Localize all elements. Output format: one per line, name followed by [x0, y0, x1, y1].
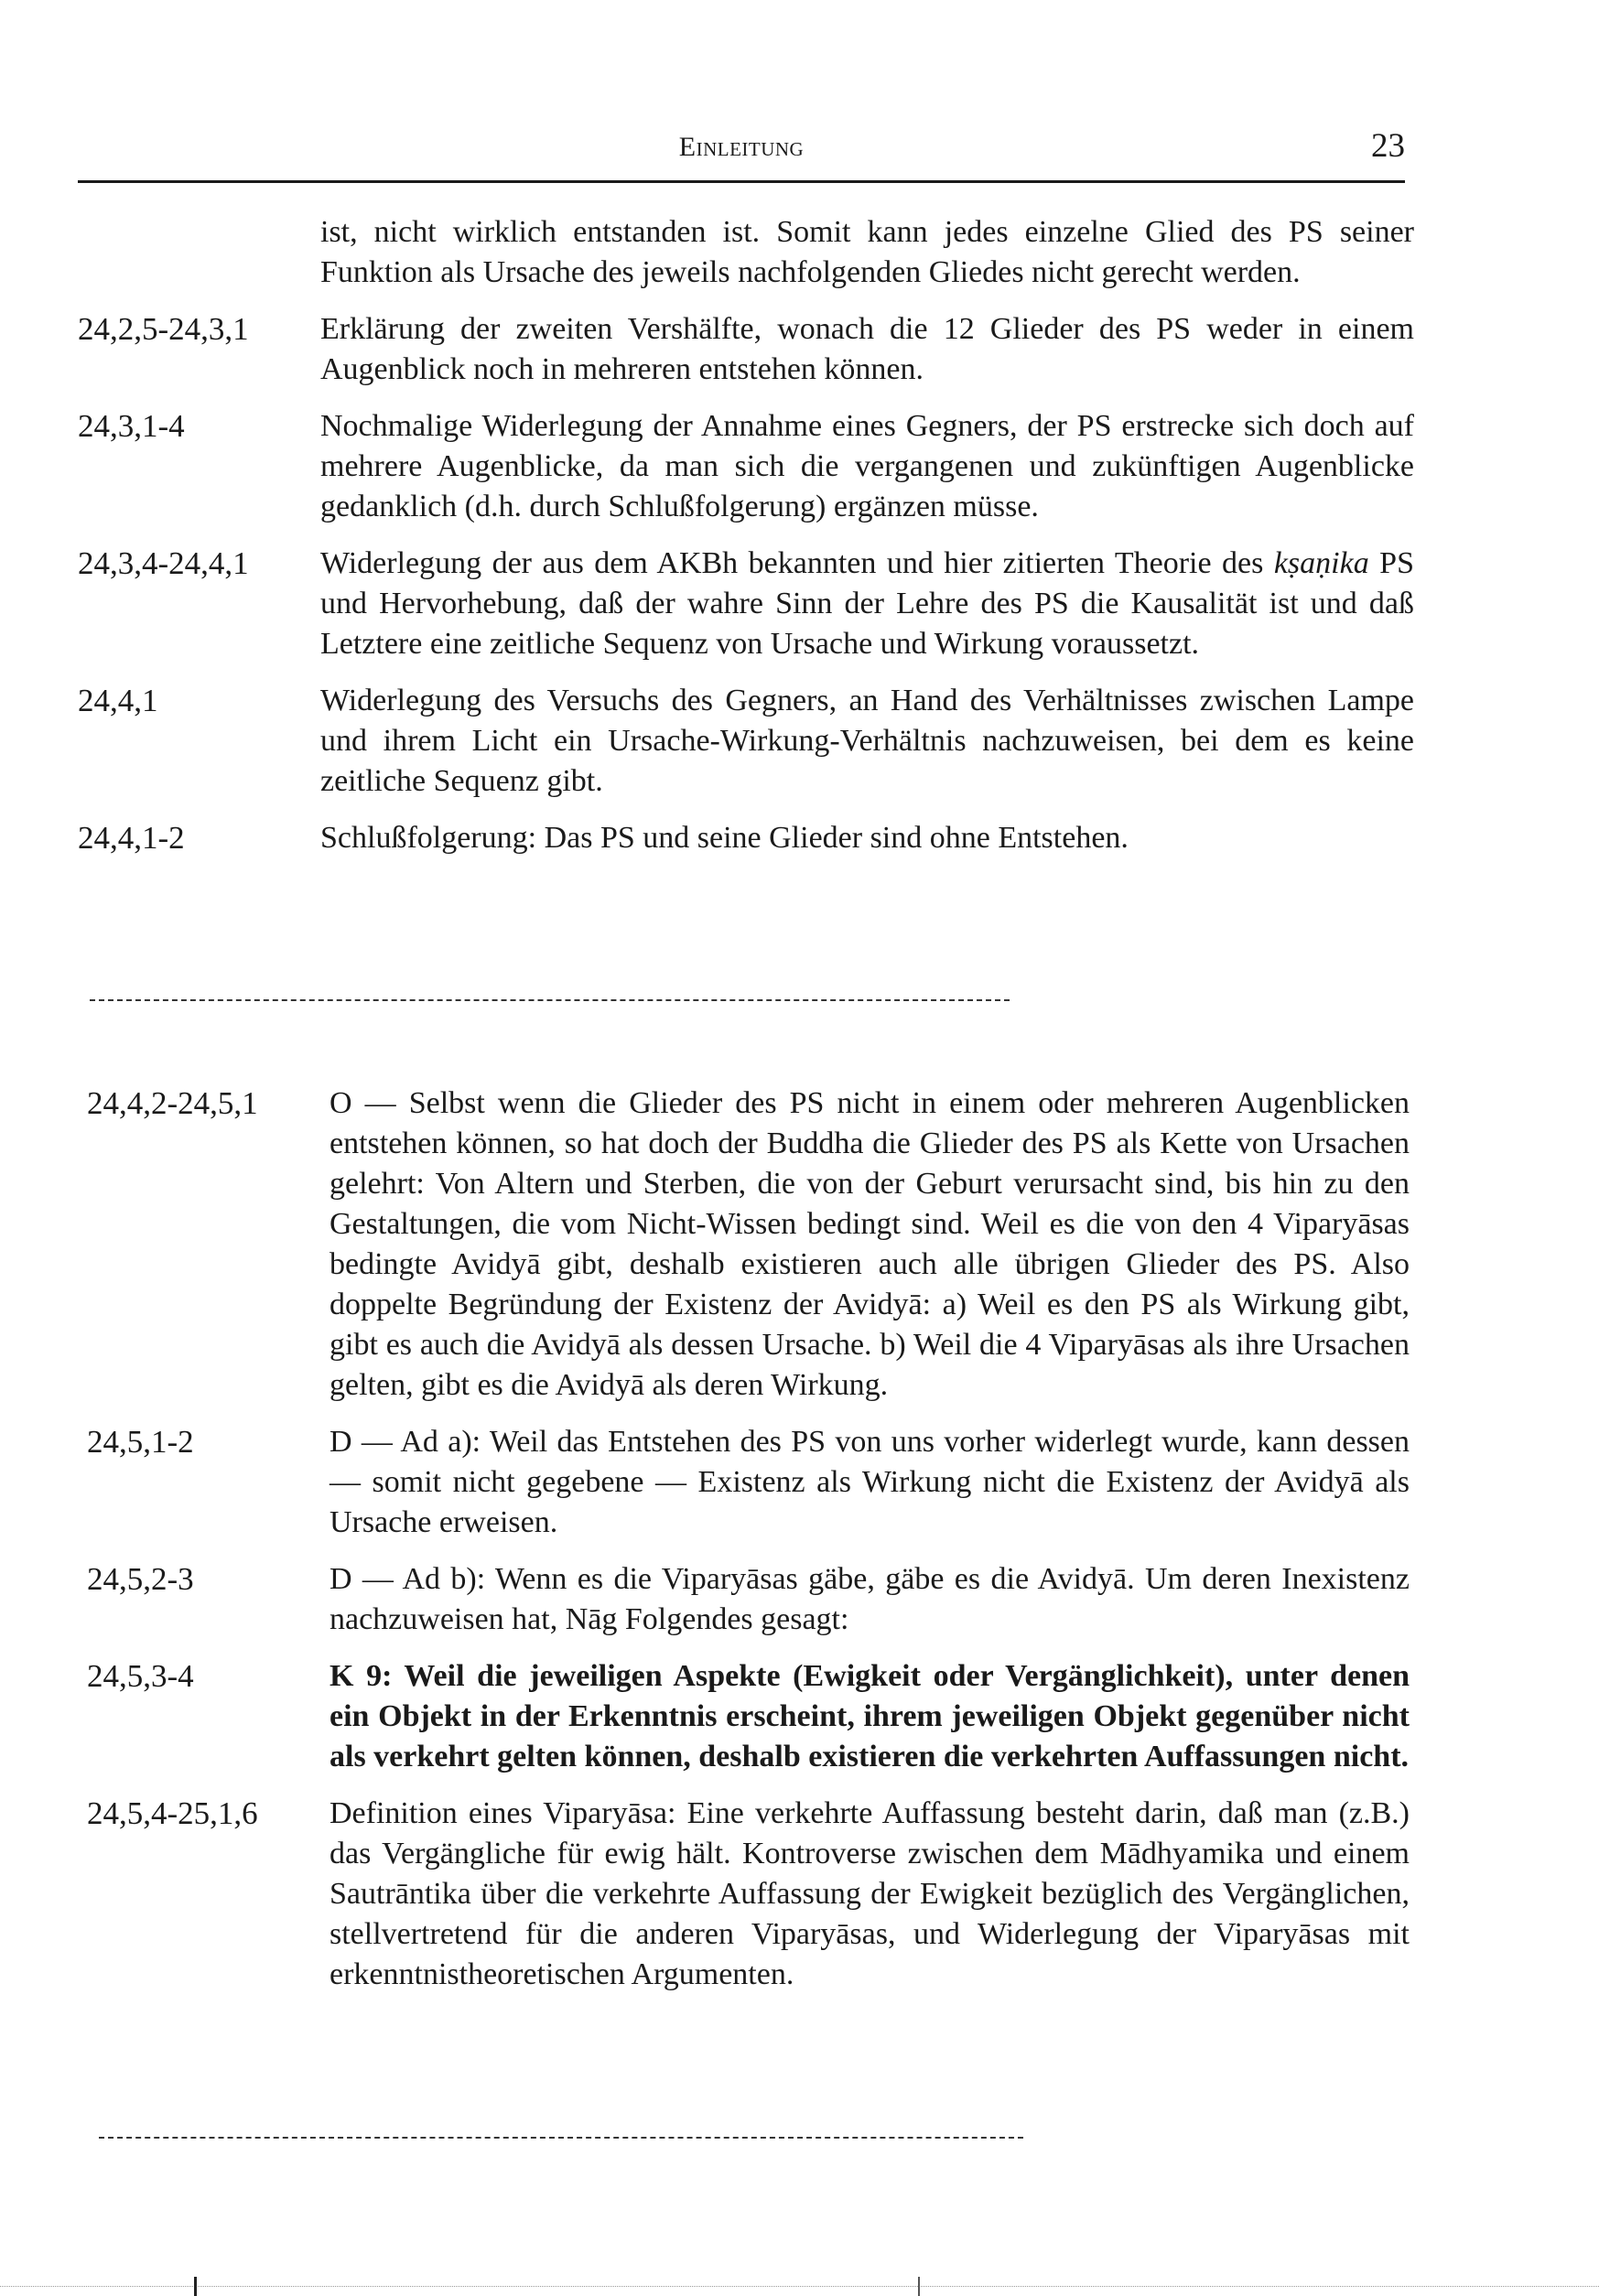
- entry-reference: 24,2,5-24,3,1: [78, 311, 249, 347]
- dashed-separator: [99, 2137, 1023, 2139]
- scan-margin-marks: [0, 2268, 1599, 2296]
- italic-term: kṣaṇika: [1273, 546, 1369, 580]
- entry-reference: 24,5,1-2: [87, 1424, 194, 1460]
- entry-reference: 24,5,4-25,1,6: [87, 1795, 258, 1831]
- summary-entry: [78, 681, 1414, 802]
- entry-reference: 24,3,4-24,4,1: [78, 545, 249, 581]
- summary-entry: [87, 1083, 1410, 1406]
- dashed-separator: [90, 999, 1010, 1001]
- summary-entry: [78, 818, 1414, 858]
- entry-text-part: PS und Hervorhebung, daß der wahre Sinn der Lehre des PS die Kausalität ist und daß Letztere eine zeitliche Sequenz von Ursache und Wirkung voraussetzt.: [320, 546, 1414, 661]
- header-rule: [78, 180, 1405, 183]
- entry-text: Schlußfolgerung: Das PS und seine Glieder sind ohne Entstehen.: [320, 821, 1129, 855]
- intro-entry: [78, 212, 1414, 293]
- entry-reference: 24,4,1: [78, 683, 158, 718]
- intro-text: ist, nicht wirklich entstanden ist. Somit kann jedes einzelne Glied des PS seiner Funktion als Ursache des jeweils nachfolgenden Gliedes nicht gerecht werden.: [320, 215, 1414, 289]
- entry-text: Definition eines Viparyāsa: Eine verkehrte Auffassung besteht darin, daß man (z.B.) das Vergängliche für ewig hält. Kontroverse zwischen dem Mādhyamika und einem Sautrāntika über die verkehrte Auffassung der Ewigkeit bezüglich des Vergänglichen, stellvertretend für die anderen Viparyāsas, und Widerlegung der Viparyāsas mit erkenntnistheoretischen Argumenten.: [330, 1796, 1410, 1991]
- summary-section-2: [87, 1083, 1410, 2011]
- summary-section-1: [78, 212, 1414, 875]
- running-header: [78, 123, 1405, 183]
- entry-reference: 24,4,2-24,5,1: [87, 1085, 258, 1121]
- entry-text: Widerlegung des Versuchs des Gegners, an Hand des Verhältnisses zwischen Lampe und ihrem Licht ein Ursache-Wirkung-Verhältnis nachzuweisen, bei dem es keine zeitliche Sequenz gibt.: [320, 684, 1414, 798]
- entry-text: Nochmalige Widerlegung der Annahme eines Gegners, der PS erstrecke sich doch auf mehrere Augenblicke, da man sich die vergangenen und zukünftigen Augenblicke gedanklich (d.h. durch Schlußfolgerung) ergänzen müsse.: [320, 409, 1414, 523]
- entry-text: [320, 544, 1414, 664]
- summary-entry: [87, 1656, 1410, 1777]
- entry-text: D — Ad a): Weil das Entstehen des PS von uns vorher widerlegt wurde, kann dessen — somit nicht gegebene — Existenz als Wirkung nicht die Existenz der Avidyā als Ursache erweisen.: [330, 1425, 1410, 1539]
- entry-text: O — Selbst wenn die Glieder des PS nicht in einem oder mehreren Augenblicken entstehen können, so hat doch der Buddha die Glieder des PS als Kette von Ursachen gelehrt: Von Altern und Sterben, die von der Geburt verursacht sind, bis hin zu den Gestaltungen, die vom Nicht-Wissen bedingt sind. Weil es die von den 4 Viparyāsas bedingte Avidyā gibt, deshalb existieren auch alle übrigen Glieder des PS. Also doppelte Begründung der Existenz der Avidyā: a) Weil es den PS als Wirkung gibt, gibt es auch die Avidyā als dessen Ursache. b) Weil die 4 Viparyāsas als ihre Ursachen gelten, gibt es die Avidyā als deren Wirkung.: [330, 1086, 1410, 1402]
- summary-entry: [87, 1794, 1410, 1995]
- entry-text: Erklärung der zweiten Vershälfte, wonach die 12 Glieder des PS weder in einem Augenblick noch in mehreren entstehen können.: [320, 312, 1414, 386]
- page-number: 23: [1371, 127, 1405, 165]
- verse-text: K 9: Weil die jeweiligen Aspekte (Ewigkeit oder Vergänglichkeit), unter denen ein Objekt in der Erkenntnis erscheint, ihrem jeweiligen Objekt gegenüber nicht als verkehrt gelten können, deshalb existieren die verkehrten Auffassungen nicht.: [330, 1659, 1410, 1773]
- entry-text-part: Widerlegung der aus dem AKBh bekannten und hier zitierten Theorie des: [320, 546, 1274, 580]
- entry-text: D — Ad b): Wenn es die Viparyāsas gäbe, gäbe es die Avidyā. Um deren Inexistenz nachzuweisen hat, Nāg Folgendes gesagt:: [330, 1562, 1410, 1636]
- summary-entry: [78, 406, 1414, 527]
- entry-reference: 24,5,2-3: [87, 1561, 194, 1597]
- summary-entry: [87, 1422, 1410, 1543]
- summary-entry: [87, 1559, 1410, 1640]
- header-title: Einleitung: [678, 132, 805, 162]
- entry-reference: 24,4,1-2: [78, 820, 185, 856]
- summary-entry: [78, 544, 1414, 664]
- summary-entry: [78, 309, 1414, 390]
- entry-reference: 24,5,3-4: [87, 1658, 194, 1694]
- entry-reference: 24,3,1-4: [78, 408, 185, 444]
